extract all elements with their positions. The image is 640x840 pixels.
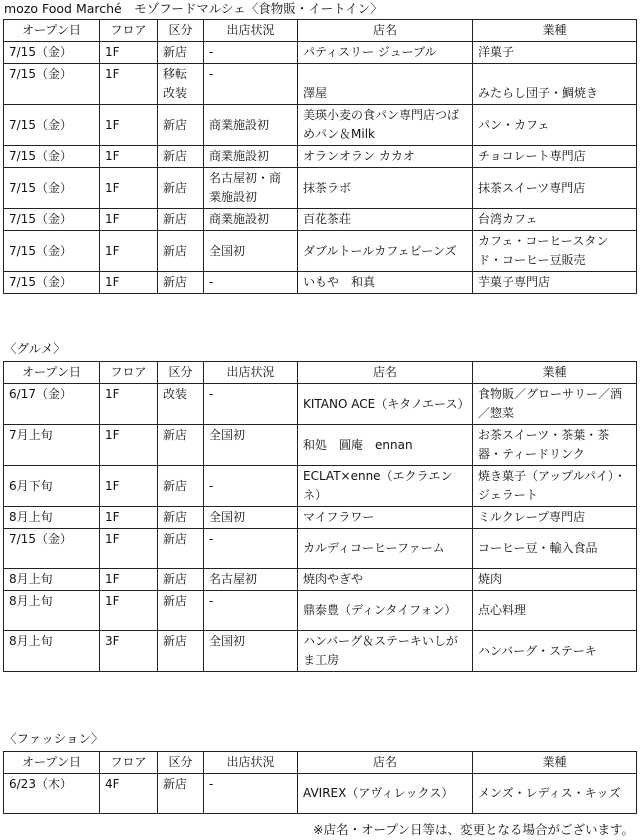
cell-status: - xyxy=(204,774,298,814)
cell-open-date: 8月上旬 xyxy=(4,591,100,631)
cell-status: 全国初 xyxy=(204,231,298,272)
cell-status: 全国初 xyxy=(204,631,298,672)
cell-open-date: 6/17（金） xyxy=(4,384,100,425)
header-floor: フロア xyxy=(100,20,158,42)
cell-open-date: 7/15（金） xyxy=(4,209,100,231)
cell-business-type: チョコレート専門店 xyxy=(473,146,637,168)
header-business-type: 業種 xyxy=(473,362,637,384)
header-category: 区分 xyxy=(158,752,204,774)
cell-store-name: 美瑛小麦の食パン専門店つばめパン＆Milk xyxy=(298,105,473,146)
cell-open-date: 7/15（金） xyxy=(4,168,100,209)
table-row xyxy=(4,529,637,569)
cell-open-date: 8月上旬 xyxy=(4,631,100,672)
cell-store-name: パティスリー ジューブル xyxy=(298,42,473,64)
table-row xyxy=(4,774,637,814)
table-row xyxy=(4,466,637,507)
cell-open-date: 7月上旬 xyxy=(4,425,100,466)
table-row xyxy=(4,64,637,105)
cell-open-date: 7/15（金） xyxy=(4,529,100,569)
cell-business-type: 洋菓子 xyxy=(473,42,637,64)
cell-category: 新店 xyxy=(158,631,204,672)
cell-store-name: 鼎泰豊（ディンタイフォン） xyxy=(298,591,473,631)
header-category: 区分 xyxy=(158,20,204,42)
cell-floor: 1F xyxy=(100,64,158,105)
cell-floor: 1F xyxy=(100,384,158,425)
cell-business-type: 食物販／グローサリー／酒／惣菜 xyxy=(473,384,637,425)
cell-category: 新店 xyxy=(158,466,204,507)
cell-category: 新店 xyxy=(158,569,204,591)
table-row xyxy=(4,105,637,146)
cell-status: 全国初 xyxy=(204,507,298,529)
table-row xyxy=(4,42,637,64)
cell-floor: 1F xyxy=(100,42,158,64)
table-row xyxy=(4,507,637,529)
cell-open-date: 6月下旬 xyxy=(4,466,100,507)
cell-floor: 3F xyxy=(100,631,158,672)
cell-floor: 1F xyxy=(100,507,158,529)
cell-business-type: みたらし団子・鯛焼き xyxy=(473,64,637,105)
cell-open-date: 7/15（金） xyxy=(4,64,100,105)
header-open-date: オープン日 xyxy=(4,362,100,384)
cell-open-date: 8月上旬 xyxy=(4,507,100,529)
cell-floor: 1F xyxy=(100,272,158,294)
disclaimer-note: ※店名・オープン日等は、変更となる場合がございます。 xyxy=(313,822,634,837)
table-row xyxy=(4,272,637,294)
header-status: 出店状況 xyxy=(204,752,298,774)
fashion-table xyxy=(3,751,637,814)
cell-category: 新店 xyxy=(158,774,204,814)
header-status: 出店状況 xyxy=(204,20,298,42)
cell-status: 全国初 xyxy=(204,425,298,466)
cell-category: 新店 xyxy=(158,42,204,64)
cell-business-type: ハンバーグ・ステーキ xyxy=(473,631,637,672)
cell-business-type: ミルクレープ専門店 xyxy=(473,507,637,529)
header-status: 出店状況 xyxy=(204,362,298,384)
cell-business-type: 芋菓子専門店 xyxy=(473,272,637,294)
cell-store-name: 和処 圓庵 ennan xyxy=(298,425,473,466)
cell-open-date: 7/15（金） xyxy=(4,42,100,64)
table-header-row xyxy=(4,362,637,384)
cell-business-type: 台湾カフェ xyxy=(473,209,637,231)
cell-business-type: 焼き菓子（アップルパイ）・ジェラート xyxy=(473,466,637,507)
cell-store-name: ハンバーグ＆ステーキいしがま工房 xyxy=(298,631,473,672)
cell-floor: 1F xyxy=(100,231,158,272)
cell-category: 新店 xyxy=(158,507,204,529)
cell-store-name: 百花茶荘 xyxy=(298,209,473,231)
table-row xyxy=(4,146,637,168)
table-row xyxy=(4,569,637,591)
cell-status: - xyxy=(204,591,298,631)
cell-business-type: カフェ・コーヒースタンド・コーヒー豆販売 xyxy=(473,231,637,272)
table-row xyxy=(4,425,637,466)
cell-status: - xyxy=(204,529,298,569)
cell-store-name: カルディコーヒーファーム xyxy=(298,529,473,569)
cell-category: 新店 xyxy=(158,529,204,569)
header-category: 区分 xyxy=(158,362,204,384)
cell-category: 新店 xyxy=(158,231,204,272)
cell-store-name: オランオラン カカオ xyxy=(298,146,473,168)
gourmet-table xyxy=(3,361,637,672)
cell-category: 新店 xyxy=(158,168,204,209)
cell-business-type: お茶スイーツ・茶葉・茶器・ティードリンク xyxy=(473,425,637,466)
cell-open-date: 7/15（金） xyxy=(4,146,100,168)
table-header-row xyxy=(4,20,637,42)
cell-open-date: 7/15（金） xyxy=(4,105,100,146)
header-store-name: 店名 xyxy=(298,752,473,774)
cell-floor: 1F xyxy=(100,168,158,209)
cell-floor: 1F xyxy=(100,569,158,591)
cell-store-name: AVIREX（アヴィレックス） xyxy=(298,774,473,814)
cell-floor: 1F xyxy=(100,209,158,231)
header-floor: フロア xyxy=(100,752,158,774)
header-floor: フロア xyxy=(100,362,158,384)
table-row xyxy=(4,168,637,209)
cell-floor: 1F xyxy=(100,105,158,146)
food-section-title: mozo Food Marché モゾフードマルシェ〈食物販・イートイン〉 xyxy=(4,1,383,16)
cell-open-date: 6/23（木） xyxy=(4,774,100,814)
cell-store-name: KITANO ACE（キタノエース） xyxy=(298,384,473,425)
cell-store-name: マイフラワー xyxy=(298,507,473,529)
cell-floor: 1F xyxy=(100,466,158,507)
cell-business-type: パン・カフェ xyxy=(473,105,637,146)
food-table xyxy=(3,19,637,294)
header-business-type: 業種 xyxy=(473,752,637,774)
cell-business-type: メンズ・レディス・キッズ xyxy=(473,774,637,814)
cell-status: - xyxy=(204,272,298,294)
header-business-type: 業種 xyxy=(473,20,637,42)
cell-open-date: 7/15（金） xyxy=(4,231,100,272)
cell-category: 新店 xyxy=(158,591,204,631)
cell-floor: 1F xyxy=(100,146,158,168)
cell-store-name: いもや 和真 xyxy=(298,272,473,294)
cell-business-type: 抹茶スイーツ専門店 xyxy=(473,168,637,209)
header-open-date: オープン日 xyxy=(4,20,100,42)
cell-status: - xyxy=(204,42,298,64)
table-row xyxy=(4,209,637,231)
gourmet-section-title: 〈グルメ〉 xyxy=(4,341,66,356)
cell-category: 新店 xyxy=(158,105,204,146)
cell-status: 名古屋初 xyxy=(204,569,298,591)
cell-category: 改装 xyxy=(158,384,204,425)
cell-status: 商業施設初 xyxy=(204,105,298,146)
table-row xyxy=(4,631,637,672)
cell-store-name: 澤屋 xyxy=(298,64,473,105)
cell-status: 商業施設初 xyxy=(204,209,298,231)
cell-status: - xyxy=(204,466,298,507)
cell-business-type: 点心料理 xyxy=(473,591,637,631)
table-header-row xyxy=(4,752,637,774)
table-row xyxy=(4,384,637,425)
cell-business-type: コーヒー豆・輸入食品 xyxy=(473,529,637,569)
cell-store-name: 抹茶ラボ xyxy=(298,168,473,209)
table-row xyxy=(4,231,637,272)
cell-status: 商業施設初 xyxy=(204,146,298,168)
cell-floor: 1F xyxy=(100,529,158,569)
cell-business-type: 焼肉 xyxy=(473,569,637,591)
cell-status: 名古屋初・商業施設初 xyxy=(204,168,298,209)
cell-open-date: 8月上旬 xyxy=(4,569,100,591)
cell-category: 新店 xyxy=(158,146,204,168)
cell-category: 移転改装 xyxy=(158,64,204,105)
cell-category: 新店 xyxy=(158,272,204,294)
cell-floor: 1F xyxy=(100,591,158,631)
header-open-date: オープン日 xyxy=(4,752,100,774)
cell-open-date: 7/15（金） xyxy=(4,272,100,294)
header-store-name: 店名 xyxy=(298,362,473,384)
cell-category: 新店 xyxy=(158,209,204,231)
cell-store-name: ダブルトールカフェビーンズ xyxy=(298,231,473,272)
cell-status: - xyxy=(204,64,298,105)
cell-floor: 1F xyxy=(100,425,158,466)
cell-store-name: ECLAT×enne（エクラエンネ） xyxy=(298,466,473,507)
fashion-section-title: 〈ファッション〉 xyxy=(4,731,104,746)
header-store-name: 店名 xyxy=(298,20,473,42)
cell-store-name: 焼肉やぎや xyxy=(298,569,473,591)
table-row xyxy=(4,591,637,631)
cell-floor: 4F xyxy=(100,774,158,814)
cell-status: - xyxy=(204,384,298,425)
cell-category: 新店 xyxy=(158,425,204,466)
